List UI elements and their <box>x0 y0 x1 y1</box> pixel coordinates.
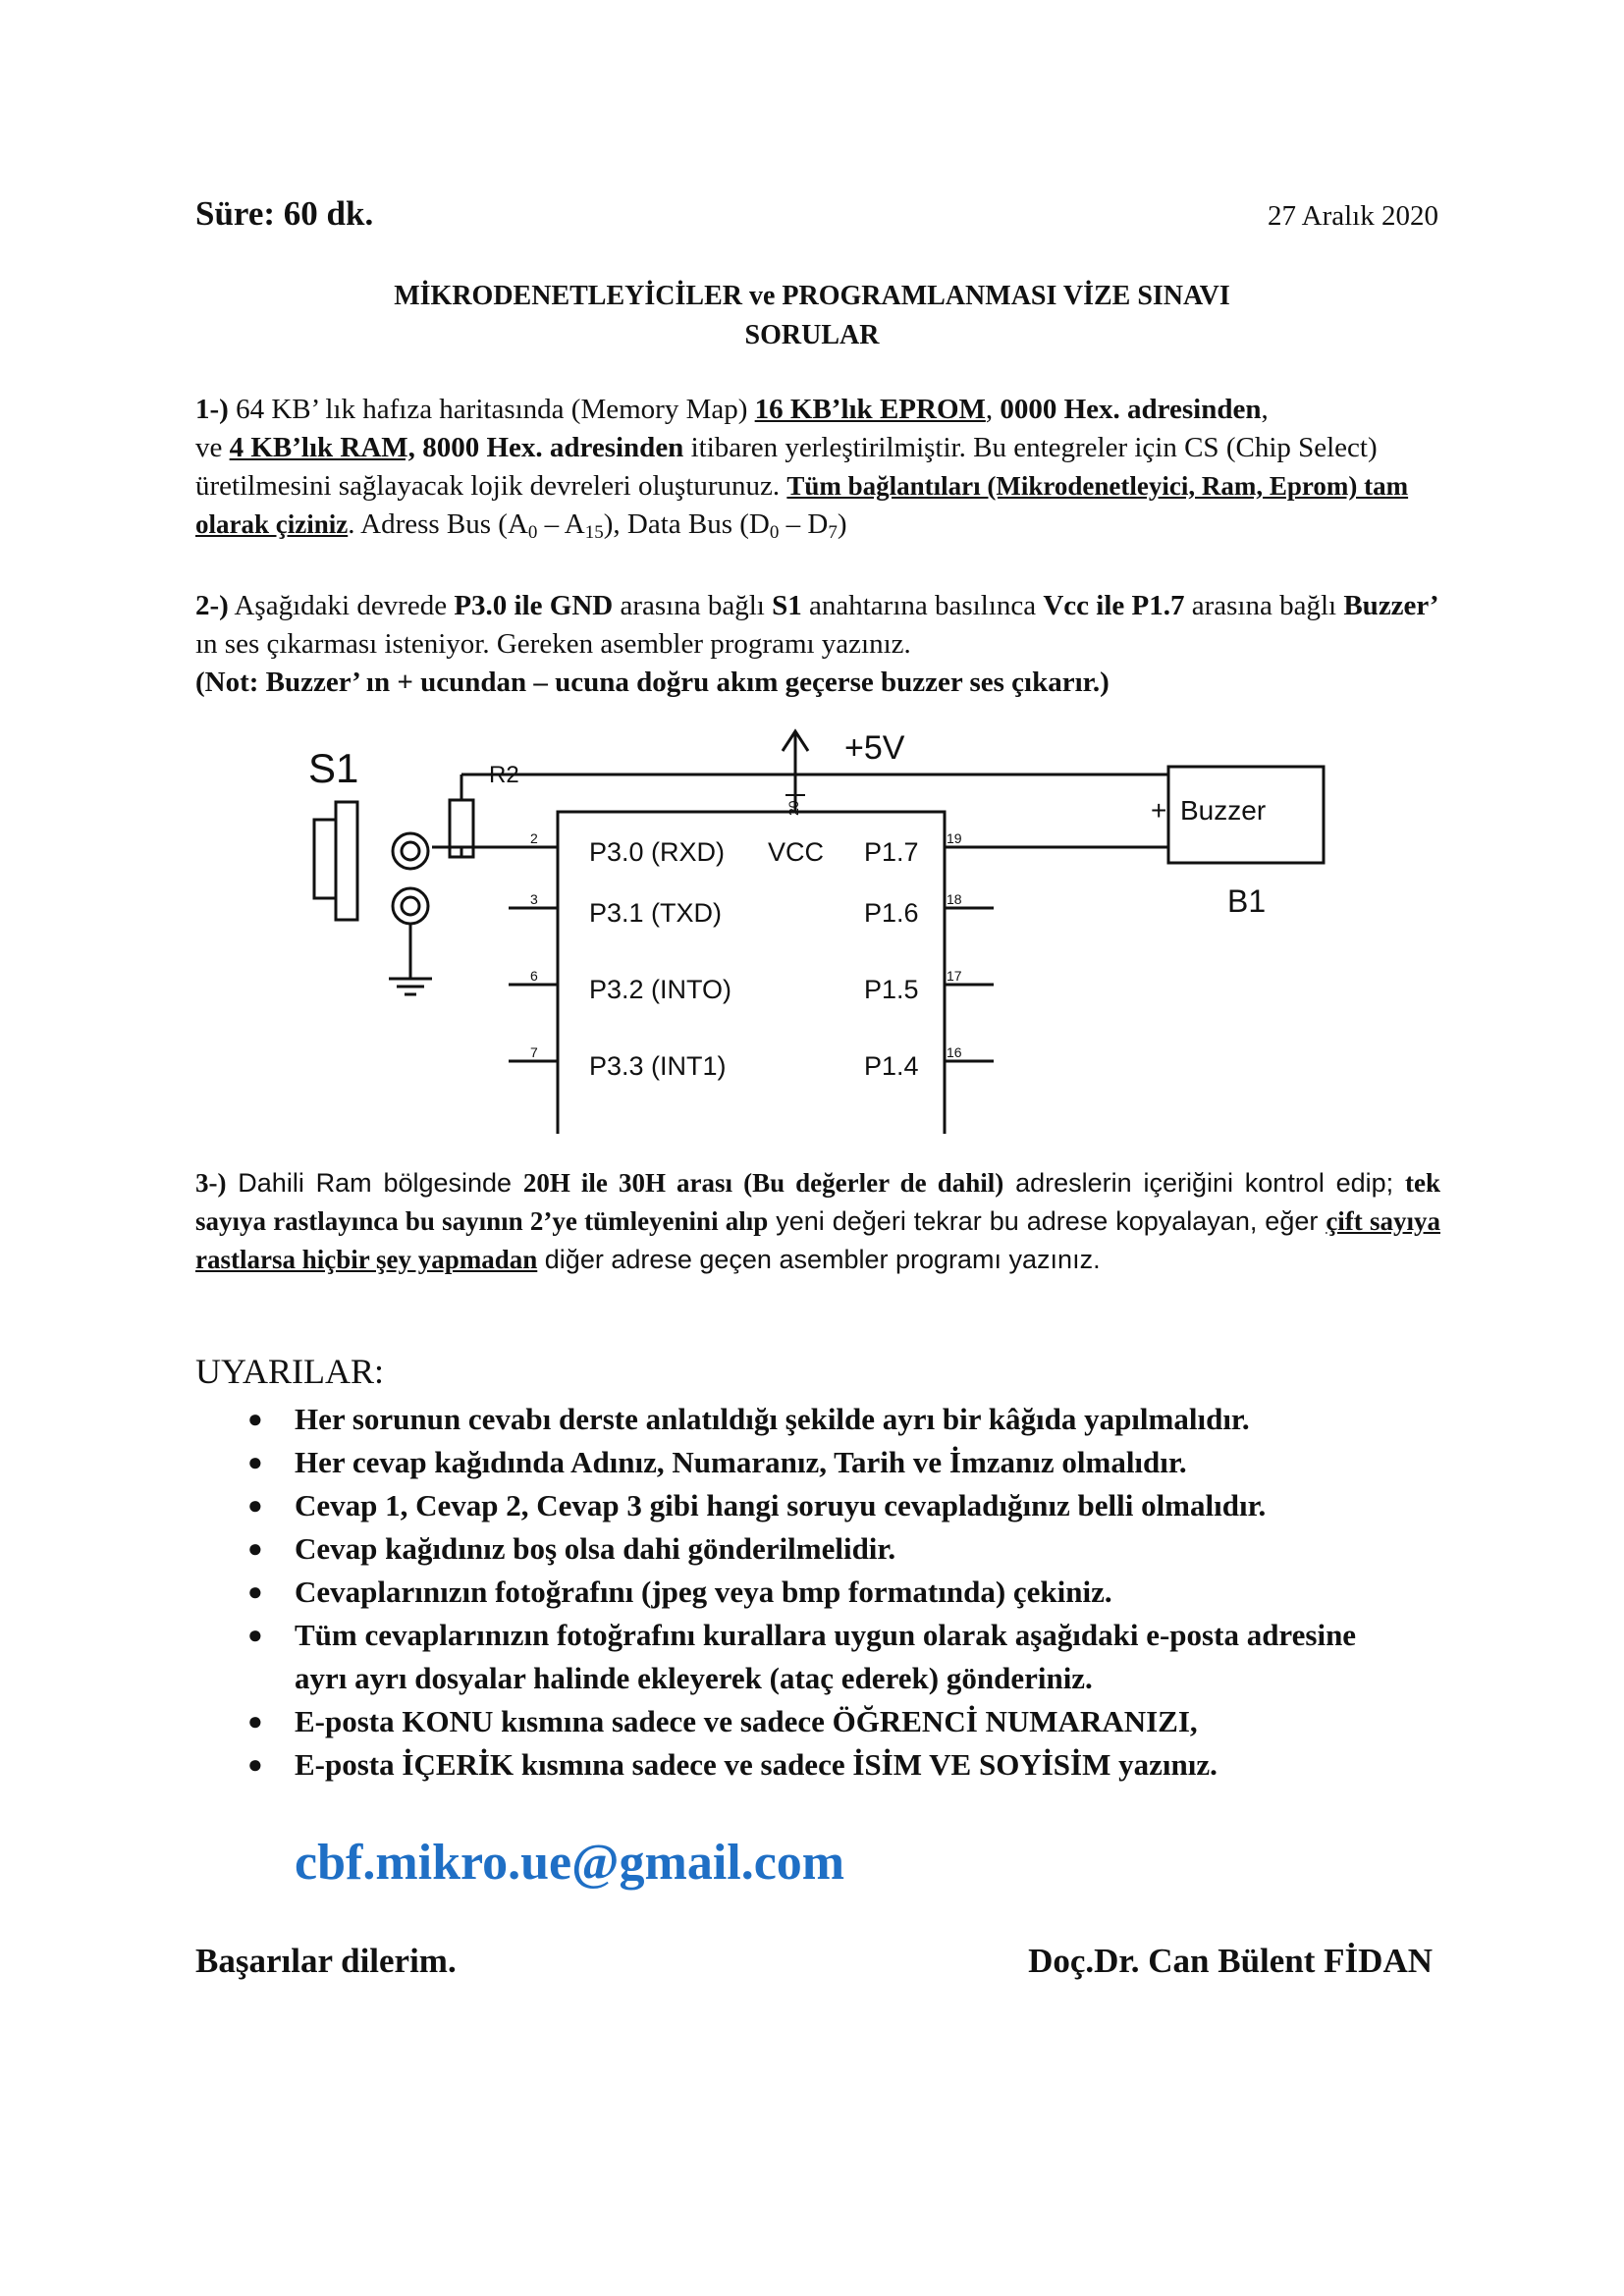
vcc-label: +5V <box>844 729 905 767</box>
list-item: ● Her sorunun cevabı derste anlatıldığı şekilde ayrı bir kâğıda yapılmalıdır. <box>236 1398 1443 1441</box>
bullet-icon: ● <box>247 1405 263 1433</box>
r2-label: R2 <box>489 762 519 788</box>
list-item: ● Cevap 1, Cevap 2, Cevap 3 gibi hangi soruyu cevapladığınız belli olmalıdır. <box>236 1484 1443 1527</box>
q2-text-c: anahtarına basılınca <box>801 590 1044 621</box>
q1-text-k: ) <box>837 508 847 540</box>
vcc-pin-label: VCC <box>768 837 825 867</box>
q1-text-d: ve <box>195 432 230 463</box>
q1-ram-address: 8000 Hex. adresinden <box>422 432 684 463</box>
q1-text-j: – D <box>779 508 829 540</box>
warnings-list <box>236 1398 1443 1787</box>
left-pin-num: 3 <box>530 891 538 907</box>
right-pin-label: P1.4 <box>864 1051 919 1081</box>
pin20-label: 20 <box>785 800 801 816</box>
exam-duration: Süre: 60 dk. <box>195 194 374 233</box>
circuit-diagram <box>295 721 1335 1134</box>
right-pin-label: P1.5 <box>864 975 919 1004</box>
right-pin-label: P1.6 <box>864 898 919 928</box>
s1-switch-button <box>336 802 357 920</box>
bullet-icon: ● <box>247 1491 263 1520</box>
q3-text-d: diğer adrese geçen asembler programı yazınız. <box>537 1245 1101 1274</box>
q1-sub-d7: 7 <box>828 522 838 543</box>
q2-p30-gnd: P3.0 ile GND <box>454 590 614 621</box>
left-pin-label: P3.3 (INT1) <box>589 1051 727 1081</box>
q1-eprom: 16 KB’lık EPROM <box>754 394 986 425</box>
s1-label: S1 <box>308 745 359 791</box>
list-item: ● Tüm cevaplarınızın fotoğrafını kurallara uygun olarak aşağıdaki e-posta adresine ayrı ayrı dosyalar halinde ekleyerek (ataç ederek) gönderiniz. <box>236 1614 1443 1700</box>
q3-even-rule: çift sayıya rastlarsa hiçbir şey yapmadan <box>195 1206 1440 1274</box>
list-item: ● Cevaplarınızın fotoğrafını (jpeg veya bmp formatında) çekiniz. <box>236 1571 1443 1614</box>
closing-text: Başarılar dilerim. <box>195 1942 457 1980</box>
list-item: ● E-posta İÇERİK kısmına sadece ve sadece İSİM VE SOYİSİM yazınız. <box>236 1743 1443 1787</box>
q1-text-g: . Adress Bus (A <box>348 508 528 540</box>
bullet-icon: ● <box>247 1621 263 1649</box>
q1-text-i: ), Data Bus (D <box>603 508 770 540</box>
exam-title-line1: MİKRODENETLEYİCİLER ve PROGRAMLANMASI VİZE SINAVI <box>394 281 1230 311</box>
right-pin-num: 17 <box>947 968 962 984</box>
list-item: ● Her cevap kağıdında Adınız, Numaranız, Tarih ve İmzanız olmalıdır. <box>236 1441 1443 1484</box>
bullet-icon: ● <box>247 1577 263 1606</box>
q3-range: 20H ile 30H arası (Bu değerler de dahil) <box>522 1168 1004 1198</box>
question-1 <box>195 391 1440 544</box>
b1-label: B1 <box>1227 883 1267 919</box>
signature: Doç.Dr. Can Bülent FİDAN <box>1028 1942 1433 1980</box>
q3-text-c: yeni değeri tekrar bu adrese kopyalayan, eğer <box>768 1206 1326 1236</box>
right-pin-num: 18 <box>947 891 962 907</box>
s1-switch-body <box>314 820 336 898</box>
bullet-icon: ● <box>247 1448 263 1476</box>
left-pin-num: 2 <box>530 830 538 846</box>
q2-text-a: Aşağıdaki devrede <box>228 590 455 621</box>
q2-text-b: arasına bağlı <box>613 590 773 621</box>
right-pin-label: P1.7 <box>864 837 919 867</box>
question-2 <box>195 587 1440 702</box>
q1-ram: 4 KB’lık RAM, <box>229 432 415 463</box>
left-pin-label: P3.2 (INTO) <box>589 975 732 1004</box>
bullet-icon: ● <box>247 1707 263 1735</box>
q2-note: (Not: Buzzer’ ın + ucundan – ucuna doğru akım geçerse buzzer ses çıkarır.) <box>195 667 1110 698</box>
q2-vcc-p17: Vcc ile P1.7 <box>1043 590 1185 621</box>
list-item: ● Cevap kağıdınız boş olsa dahi gönderilmelidir. <box>236 1527 1443 1571</box>
q3-text-b: adreslerin içeriğini kontrol edip; <box>1003 1168 1405 1198</box>
buzzer-plus: + <box>1151 795 1167 826</box>
q1-text-c: , <box>1261 394 1269 425</box>
email-link[interactable]: cbf.mikro.ue@gmail.com <box>295 1835 845 1891</box>
question-2-number: 2-) <box>195 590 229 621</box>
q1-sub-a15: 15 <box>584 522 604 543</box>
left-pin-label: P3.1 (TXD) <box>589 898 723 928</box>
exam-title-line2: SORULAR <box>744 320 880 350</box>
left-pin-label: P3.0 (RXD) <box>589 837 726 867</box>
ground-symbol <box>389 979 432 994</box>
question-3 <box>195 1164 1440 1279</box>
q2-buzzer: Buzzer’ <box>1343 590 1439 621</box>
exam-title <box>0 277 1624 355</box>
buzzer-label: Buzzer <box>1180 795 1267 826</box>
q2-s1: S1 <box>772 590 802 621</box>
question-3-number: 3-) <box>195 1168 227 1198</box>
bullet-icon: ● <box>247 1534 263 1563</box>
q2-text-d: arasına bağlı <box>1184 590 1344 621</box>
s1-contact-bottom <box>393 888 428 924</box>
q1-connections-note: Tüm bağlantıları (Mikrodenetleyici, Ram, Eprom) tam olarak çiziniz <box>195 471 1409 539</box>
bullet-icon: ● <box>247 1750 263 1779</box>
list-item: ● E-posta KONU kısmına sadece ve sadece ÖĞRENCİ NUMARANIZI, <box>236 1700 1443 1743</box>
q1-text-a: 64 KB’ lık hafıza haritasında (Memory Map) <box>228 394 755 425</box>
q1-eprom-address: 0000 Hex. adresinden <box>1000 394 1262 425</box>
q1-text-b: , <box>985 394 1001 425</box>
q3-odd-rule: tek sayıya rastlayınca bu sayının 2’ye tümleyenini alıp <box>195 1168 1440 1236</box>
q1-sub-a0: 0 <box>527 522 538 543</box>
exam-date: 27 Aralık 2020 <box>1268 200 1438 232</box>
left-pin-num: 7 <box>530 1044 538 1060</box>
left-pin-num: 6 <box>530 968 538 984</box>
warnings-title: UYARILAR: <box>195 1352 385 1391</box>
q2-text-e: ın ses çıkarması isteniyor. Gereken asembler programı yazınız. <box>195 628 911 660</box>
s1-contact-top <box>393 833 428 869</box>
q1-text-f: itibaren yerleştirilmiştir. Bu entegreler için CS (Chip Select) üretilmesini sağlayacak lojik devreleri oluşturunuz. <box>195 432 1378 502</box>
q1-text-h: – A <box>537 508 585 540</box>
q3-text-a: Dahili Ram bölgesinde <box>226 1168 523 1198</box>
q1-sub-d0: 0 <box>769 522 780 543</box>
question-1-number: 1-) <box>195 394 229 425</box>
right-pin-num: 16 <box>947 1044 962 1060</box>
right-pin-num: 19 <box>947 830 962 846</box>
